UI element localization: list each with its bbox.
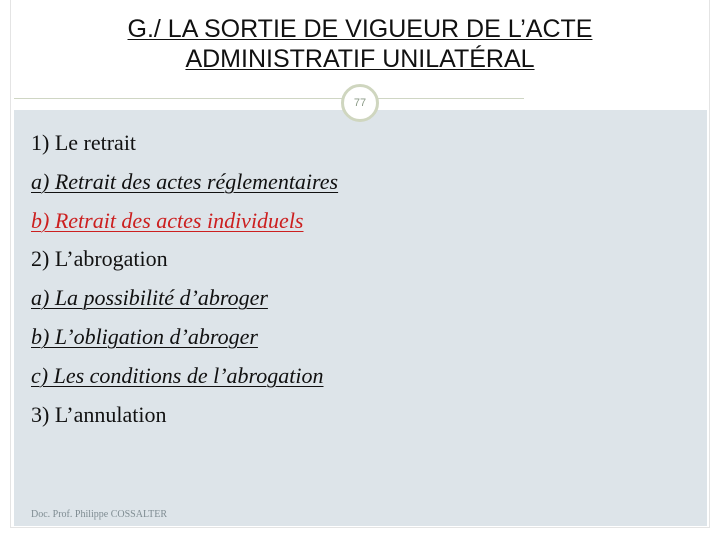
outline-link-conditions-abrogation[interactable]: c) Les conditions de l’abrogation <box>31 362 324 388</box>
outline-item-section-3: 3) L’annulation <box>31 401 167 427</box>
title-divider <box>14 98 524 99</box>
page-number: 77 <box>353 97 367 109</box>
page-number-badge <box>341 84 379 122</box>
outline-list <box>31 124 338 434</box>
outline-link-possibilite-abroger[interactable]: a) La possibilité d’abroger <box>31 285 268 311</box>
slide-title-line-1: G./ LA SORTIE DE VIGUEUR DE L’ACTE <box>127 15 593 43</box>
outline-link-retrait-individuels[interactable]: b) Retrait des actes individuels <box>31 207 304 233</box>
outline-link-retrait-reglementaires[interactable]: a) Retrait des actes réglementaires <box>31 168 339 194</box>
footer-author: Doc. Prof. Philippe COSSALTER <box>31 509 168 520</box>
slide-title-line-2: ADMINISTRATIF UNILATÉRAL <box>185 45 535 73</box>
outline-item-section-1: 1) Le retrait <box>31 130 137 155</box>
slide-title <box>20 14 700 74</box>
outline-item-section-2: 2) L’abrogation <box>31 246 168 272</box>
outline-link-obligation-abroger[interactable]: b) L’obligation d’abroger <box>31 323 258 349</box>
